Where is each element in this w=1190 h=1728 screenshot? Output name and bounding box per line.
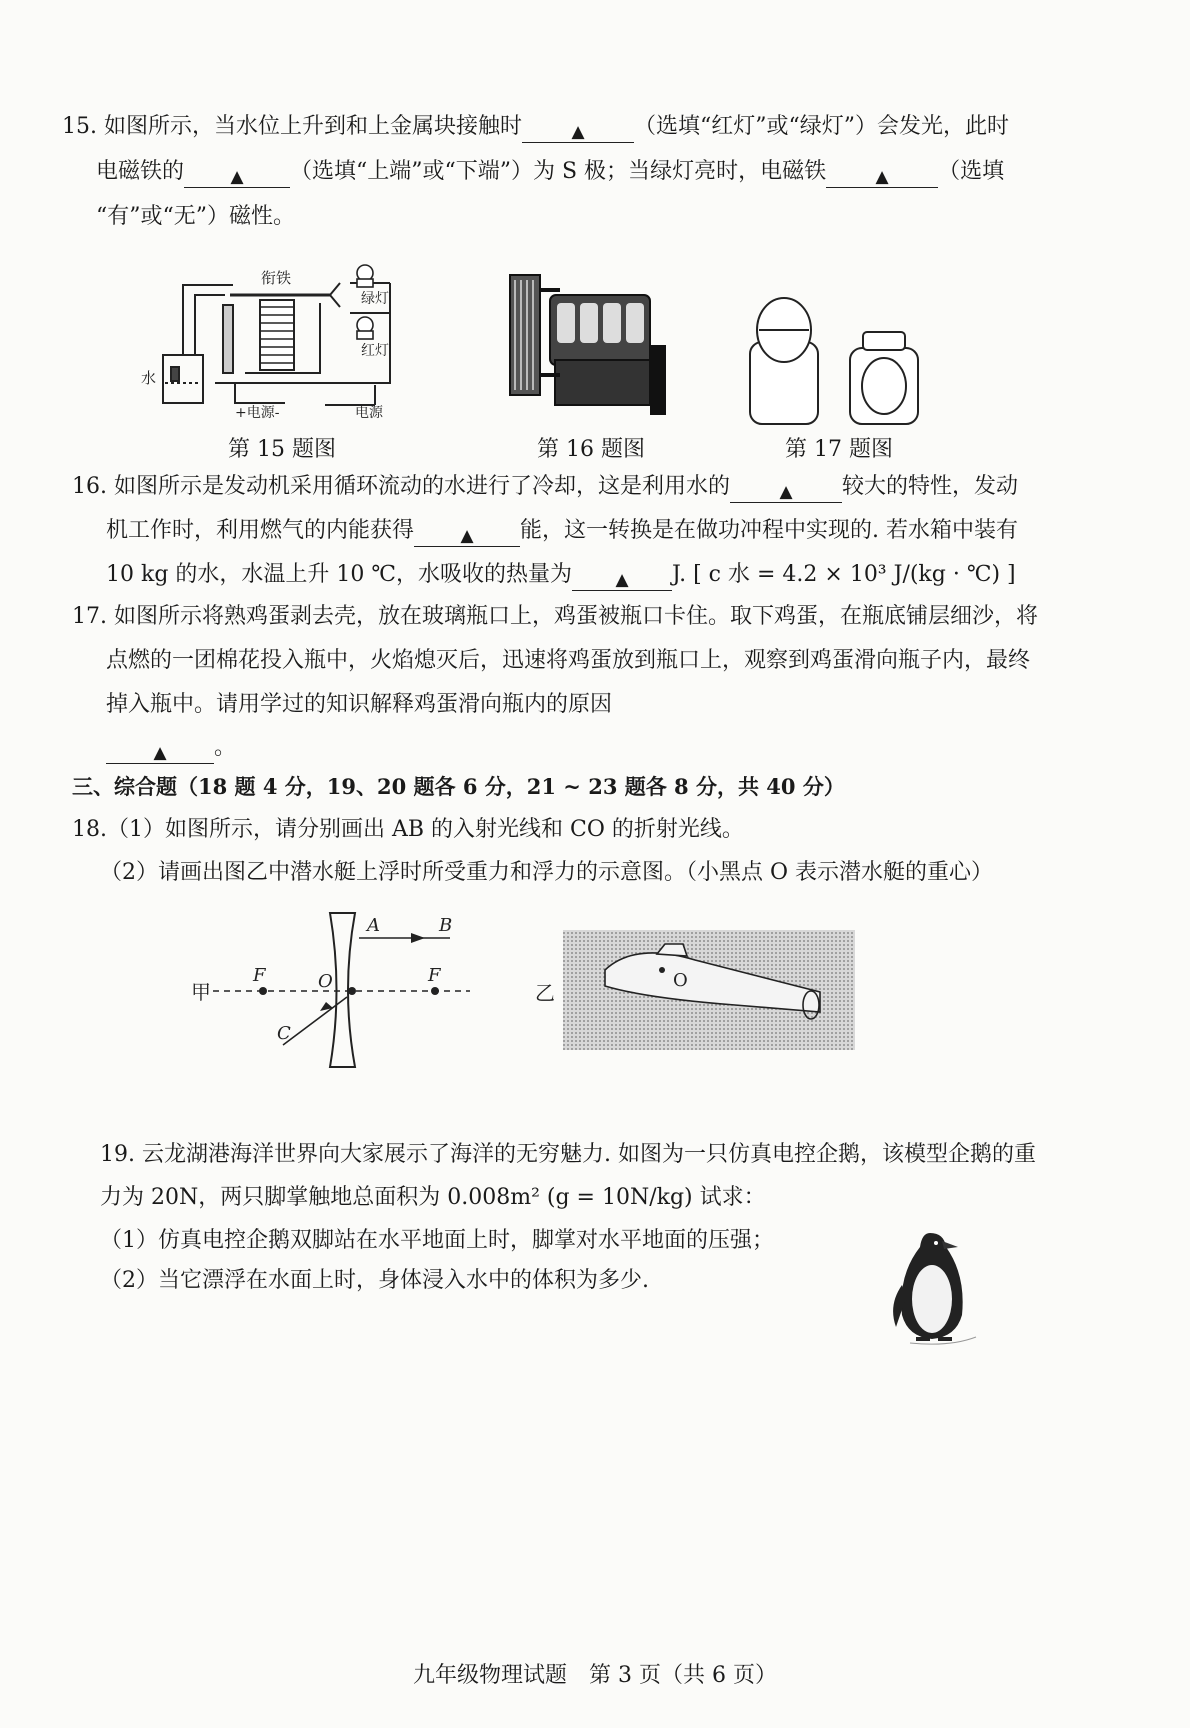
q17-line3: 掉入瓶中。请用学过的知识解释鸡蛋滑向瓶内的原因 xyxy=(106,692,613,717)
label-yi: 乙 xyxy=(535,981,555,1005)
flywheel xyxy=(650,345,666,415)
label-water: 水 xyxy=(141,369,157,387)
section-3-heading: 三、综合题（18 题 4 分，19、20 题各 6 分，21 ~ 23 题各 8 分，共 40 分） xyxy=(72,774,845,799)
penguin-belly xyxy=(912,1265,952,1333)
caption-fig15: 第 15 题图 xyxy=(228,437,336,462)
q17-line4: ▲ 。 xyxy=(106,733,236,764)
electromagnet-coil xyxy=(260,300,294,370)
q16-line2: 机工作时，利用燃气的内能获得 ▲ 能，这一转换是在做功冲程中实现的. 若水箱中装有 xyxy=(106,518,1019,546)
label-power-2: 电源 xyxy=(355,405,383,421)
egg-in-bottle xyxy=(862,358,906,414)
optical-center xyxy=(348,987,356,995)
label-red-lamp: 红灯 xyxy=(361,343,389,359)
green-lamp xyxy=(357,265,373,287)
figure-16-engine xyxy=(505,255,675,425)
q15-line3: “有”或“无”）磁性。 xyxy=(96,204,295,229)
q16-line1: 16. 如图所示是发动机采用循环流动的水进行了冷却，这是利用水的 ▲ 较大的特性，发动 xyxy=(72,474,1018,502)
q15-line1: 15. 如图所示，当水位上升到和上金属块接触时 ▲ （选填“红灯”或“绿灯”）会发光，此时 xyxy=(62,114,1009,142)
q19-line4: （2）当它漂浮在水面上时，身体浸入水中的体积为多少. xyxy=(100,1268,649,1293)
label-O-submarine: O xyxy=(673,970,688,991)
q19-line1: 19. 云龙湖港海洋世界向大家展示了海洋的无穷魅力. 如图为一只仿真电控企鹅，该模型企鹅的重 xyxy=(100,1142,1036,1167)
center-of-gravity xyxy=(659,967,665,973)
focus-left xyxy=(259,987,267,995)
answer-blank[interactable]: ▲ xyxy=(826,161,938,188)
label-jia: 甲 xyxy=(191,980,211,1004)
water-container xyxy=(163,355,203,403)
label-A: A xyxy=(367,915,380,936)
answer-blank[interactable]: ▲ xyxy=(730,476,842,503)
answer-blank[interactable]: ▲ xyxy=(106,737,214,764)
label-armature: 衔铁 xyxy=(261,269,292,287)
answer-blank[interactable]: ▲ xyxy=(414,520,520,547)
label-F-right: F xyxy=(428,965,441,986)
answer-blank[interactable]: ▲ xyxy=(184,161,290,188)
label-power-1: +电源- xyxy=(235,405,280,421)
q19-line2: 力为 20N，两只脚掌触地总面积为 0.008m² (g = 10N/kg) 试求： xyxy=(100,1185,766,1210)
focus-right xyxy=(431,987,439,995)
label-green-lamp: 绿灯 xyxy=(361,291,389,307)
figure-penguin xyxy=(880,1225,980,1350)
caption-fig17: 第 17 题图 xyxy=(785,437,893,462)
q19-line3: （1）仿真电控企鹅双脚站在水平地面上时，脚掌对水平地面的压强； xyxy=(100,1228,774,1253)
figure-17-bottles xyxy=(745,290,925,430)
q16-line3: 10 kg 的水，水温上升 10 ℃，水吸收的热量为 ▲ J. [ c 水 = 4.2 × 10³ J/(kg · ℃) ] xyxy=(106,562,1016,590)
q15-line2: 电磁铁的 ▲ （选填“上端”或“下端”）为 S 极；当绿灯亮时，电磁铁 ▲ （选填 xyxy=(96,159,1005,187)
penguin-beak xyxy=(942,1241,958,1249)
q18-line1: 18.（1）如图所示，请分别画出 AB 的入射光线和 CO 的折射光线。 xyxy=(72,817,744,842)
q17-line2: 点燃的一团棉花投入瓶中，火焰熄灭后，迅速将鸡蛋放到瓶口上，观察到鸡蛋滑向瓶子内，最终 xyxy=(106,648,1031,673)
ray-CO xyxy=(283,997,347,1045)
label-C: C xyxy=(277,1023,291,1044)
page-footer: 九年级物理试题 第 3 页（共 6 页） xyxy=(413,1663,777,1688)
q18-line2: （2）请画出图乙中潜水艇上浮时所受重力和浮力的示意图。（小黑点 O 表示潜水艇的重心） xyxy=(100,860,994,885)
lower-metal-block xyxy=(171,367,179,381)
caption-fig16: 第 16 题图 xyxy=(537,437,645,462)
support-post xyxy=(223,305,233,373)
answer-blank[interactable]: ▲ xyxy=(522,116,634,143)
figure-jia-concave-lens xyxy=(185,905,475,1075)
answer-blank[interactable]: ▲ xyxy=(572,564,672,591)
label-B: B xyxy=(439,915,453,936)
label-F-left: F xyxy=(253,965,266,986)
red-lamp xyxy=(357,317,373,339)
label-O: O xyxy=(318,971,333,992)
figure-15-circuit xyxy=(135,255,425,425)
q17-line1: 17. 如图所示将熟鸡蛋剥去壳，放在玻璃瓶口上，鸡蛋被瓶口卡住。取下鸡蛋，在瓶底铺层细沙，将 xyxy=(72,604,1038,629)
figure-yi-submarine xyxy=(535,920,860,1055)
